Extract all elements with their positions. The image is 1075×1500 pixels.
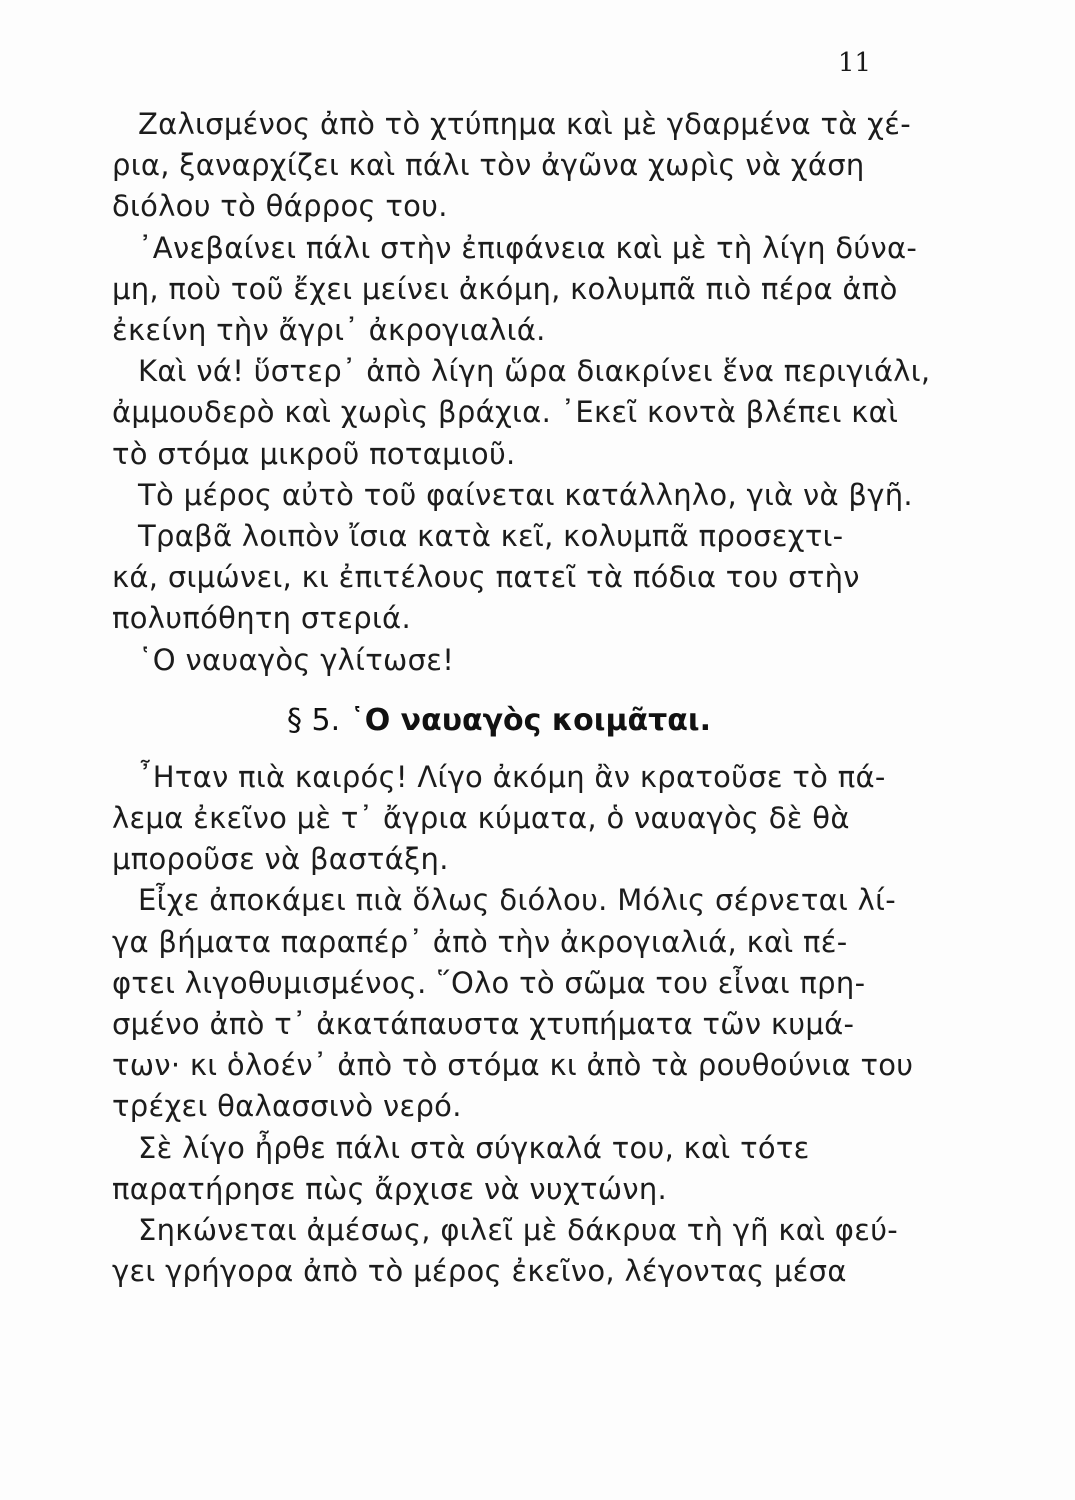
paragraph bbox=[112, 104, 912, 228]
text-line: Καὶ νά! ὕστερ᾿ ἀπὸ λίγη ὥρα διακρίνει ἕνα περιγιάλι, bbox=[138, 354, 931, 389]
paragraph bbox=[112, 1128, 912, 1210]
text-line: ᾿Ανεβαίνει πάλι στὴν ἐπιφάνεια καὶ μὲ τὴ λίγη δύνα- bbox=[138, 230, 918, 265]
paragraph bbox=[112, 351, 931, 475]
text-line: Σηκώνεται ἀμέσως, φιλεῖ μὲ δάκρυα τὴ γῆ καὶ φεύ- bbox=[138, 1213, 899, 1248]
text-line: των· κι ὁλοέν᾿ ἀπὸ τὸ στόμα κι ἀπὸ τὰ ρουθούνια του bbox=[112, 1048, 914, 1083]
text-line: γα βήματα παραπέρ᾿ ἀπὸ τὴν ἀκρογιαλιά, καὶ πέ- bbox=[112, 924, 848, 959]
text-line: φτει λιγοθυμισμένος. ῞Ολο τὸ σῶμα του εἶναι πρη- bbox=[112, 965, 866, 1000]
text-line: σμένο ἀπὸ τ᾿ ἀκατάπαυστα χτυπήματα τῶν κυμά- bbox=[112, 1007, 855, 1042]
text-line: γει γρήγορα ἀπὸ τὸ μέρος ἐκεῖνο, λέγοντας μέσα bbox=[112, 1254, 847, 1289]
text-line: Εἶχε ἀποκάμει πιὰ ὅλως διόλου. Μόλις σέρνεται λί- bbox=[138, 883, 896, 918]
text-line: μη, ποὺ τοῦ ἔχει μείνει ἀκόμη, κολυμπᾶ πιὸ πέρα ἀπὸ bbox=[112, 271, 898, 306]
text-line: Σὲ λίγο ἦρθε πάλι στὰ σύγκαλά του, καὶ τότε bbox=[138, 1130, 810, 1165]
paragraph bbox=[112, 228, 918, 352]
text-line: Ζαλισμένος ἀπὸ τὸ χτύπημα καὶ μὲ γδαρμένα τὰ χέ- bbox=[138, 107, 911, 141]
text-line: πολυπόθητη στεριά. bbox=[112, 601, 411, 636]
text-line: λεμα ἐκεῖνο μὲ τ᾿ ἄγρια κύματα, ὁ ναυαγὸς δὲ θὰ bbox=[112, 801, 850, 836]
paragraph bbox=[112, 516, 912, 640]
page-number: 11 bbox=[838, 48, 872, 78]
paragraph bbox=[112, 880, 912, 1127]
section-number: § 5. bbox=[287, 702, 341, 738]
section-heading bbox=[112, 699, 912, 743]
text-line: ἀμμουδερὸ καὶ χωρὶς βράχια. ᾿Εκεῖ κοντὰ βλέπει καὶ bbox=[112, 395, 899, 430]
text-line: ἐκείνη τὴν ἄγρι᾿ ἀκρογιαλιά. bbox=[112, 313, 546, 348]
text-line: διόλου τὸ θάρρος του. bbox=[112, 189, 448, 224]
paragraph bbox=[112, 475, 912, 516]
section-title: ῾Ο ναυαγὸς κοιμᾶται. bbox=[349, 702, 711, 738]
text-line: τὸ στόμα μικροῦ ποταμιοῦ. bbox=[112, 436, 516, 471]
paragraph bbox=[112, 757, 912, 881]
text-line: παρατήρησε πὼς ἄρχισε νὰ νυχτώνη. bbox=[112, 1171, 668, 1206]
text-line: Τὸ μέρος αὐτὸ τοῦ φαίνεται κατάλληλο, γιὰ νὰ βγῆ. bbox=[138, 477, 913, 512]
text-line: Τραβᾶ λοιπὸν ἴσια κατὰ κεῖ, κολυμπᾶ προσεχτι- bbox=[138, 519, 844, 554]
text-line: τρέχει θαλασσινὸ νερό. bbox=[112, 1089, 462, 1124]
body-text bbox=[112, 104, 931, 1292]
text-line: ρια, ξαναρχίζει καὶ πάλι τὸν ἀγῶνα χωρὶς νὰ χάση bbox=[112, 148, 865, 183]
paragraph bbox=[112, 1210, 912, 1292]
paragraph bbox=[112, 640, 912, 681]
text-line: ῏Ηταν πιὰ καιρός! Λίγο ἀκόμη ἂν κρατοῦσε τὸ πά- bbox=[138, 759, 886, 794]
text-line: ῾Ο ναυαγὸς γλίτωσε! bbox=[138, 642, 455, 677]
text-line: μποροῦσε νὰ βαστάξη. bbox=[112, 842, 449, 877]
text-line: κά, σιμώνει, κι ἐπιτέλους πατεῖ τὰ πόδια του στὴν bbox=[112, 560, 860, 595]
